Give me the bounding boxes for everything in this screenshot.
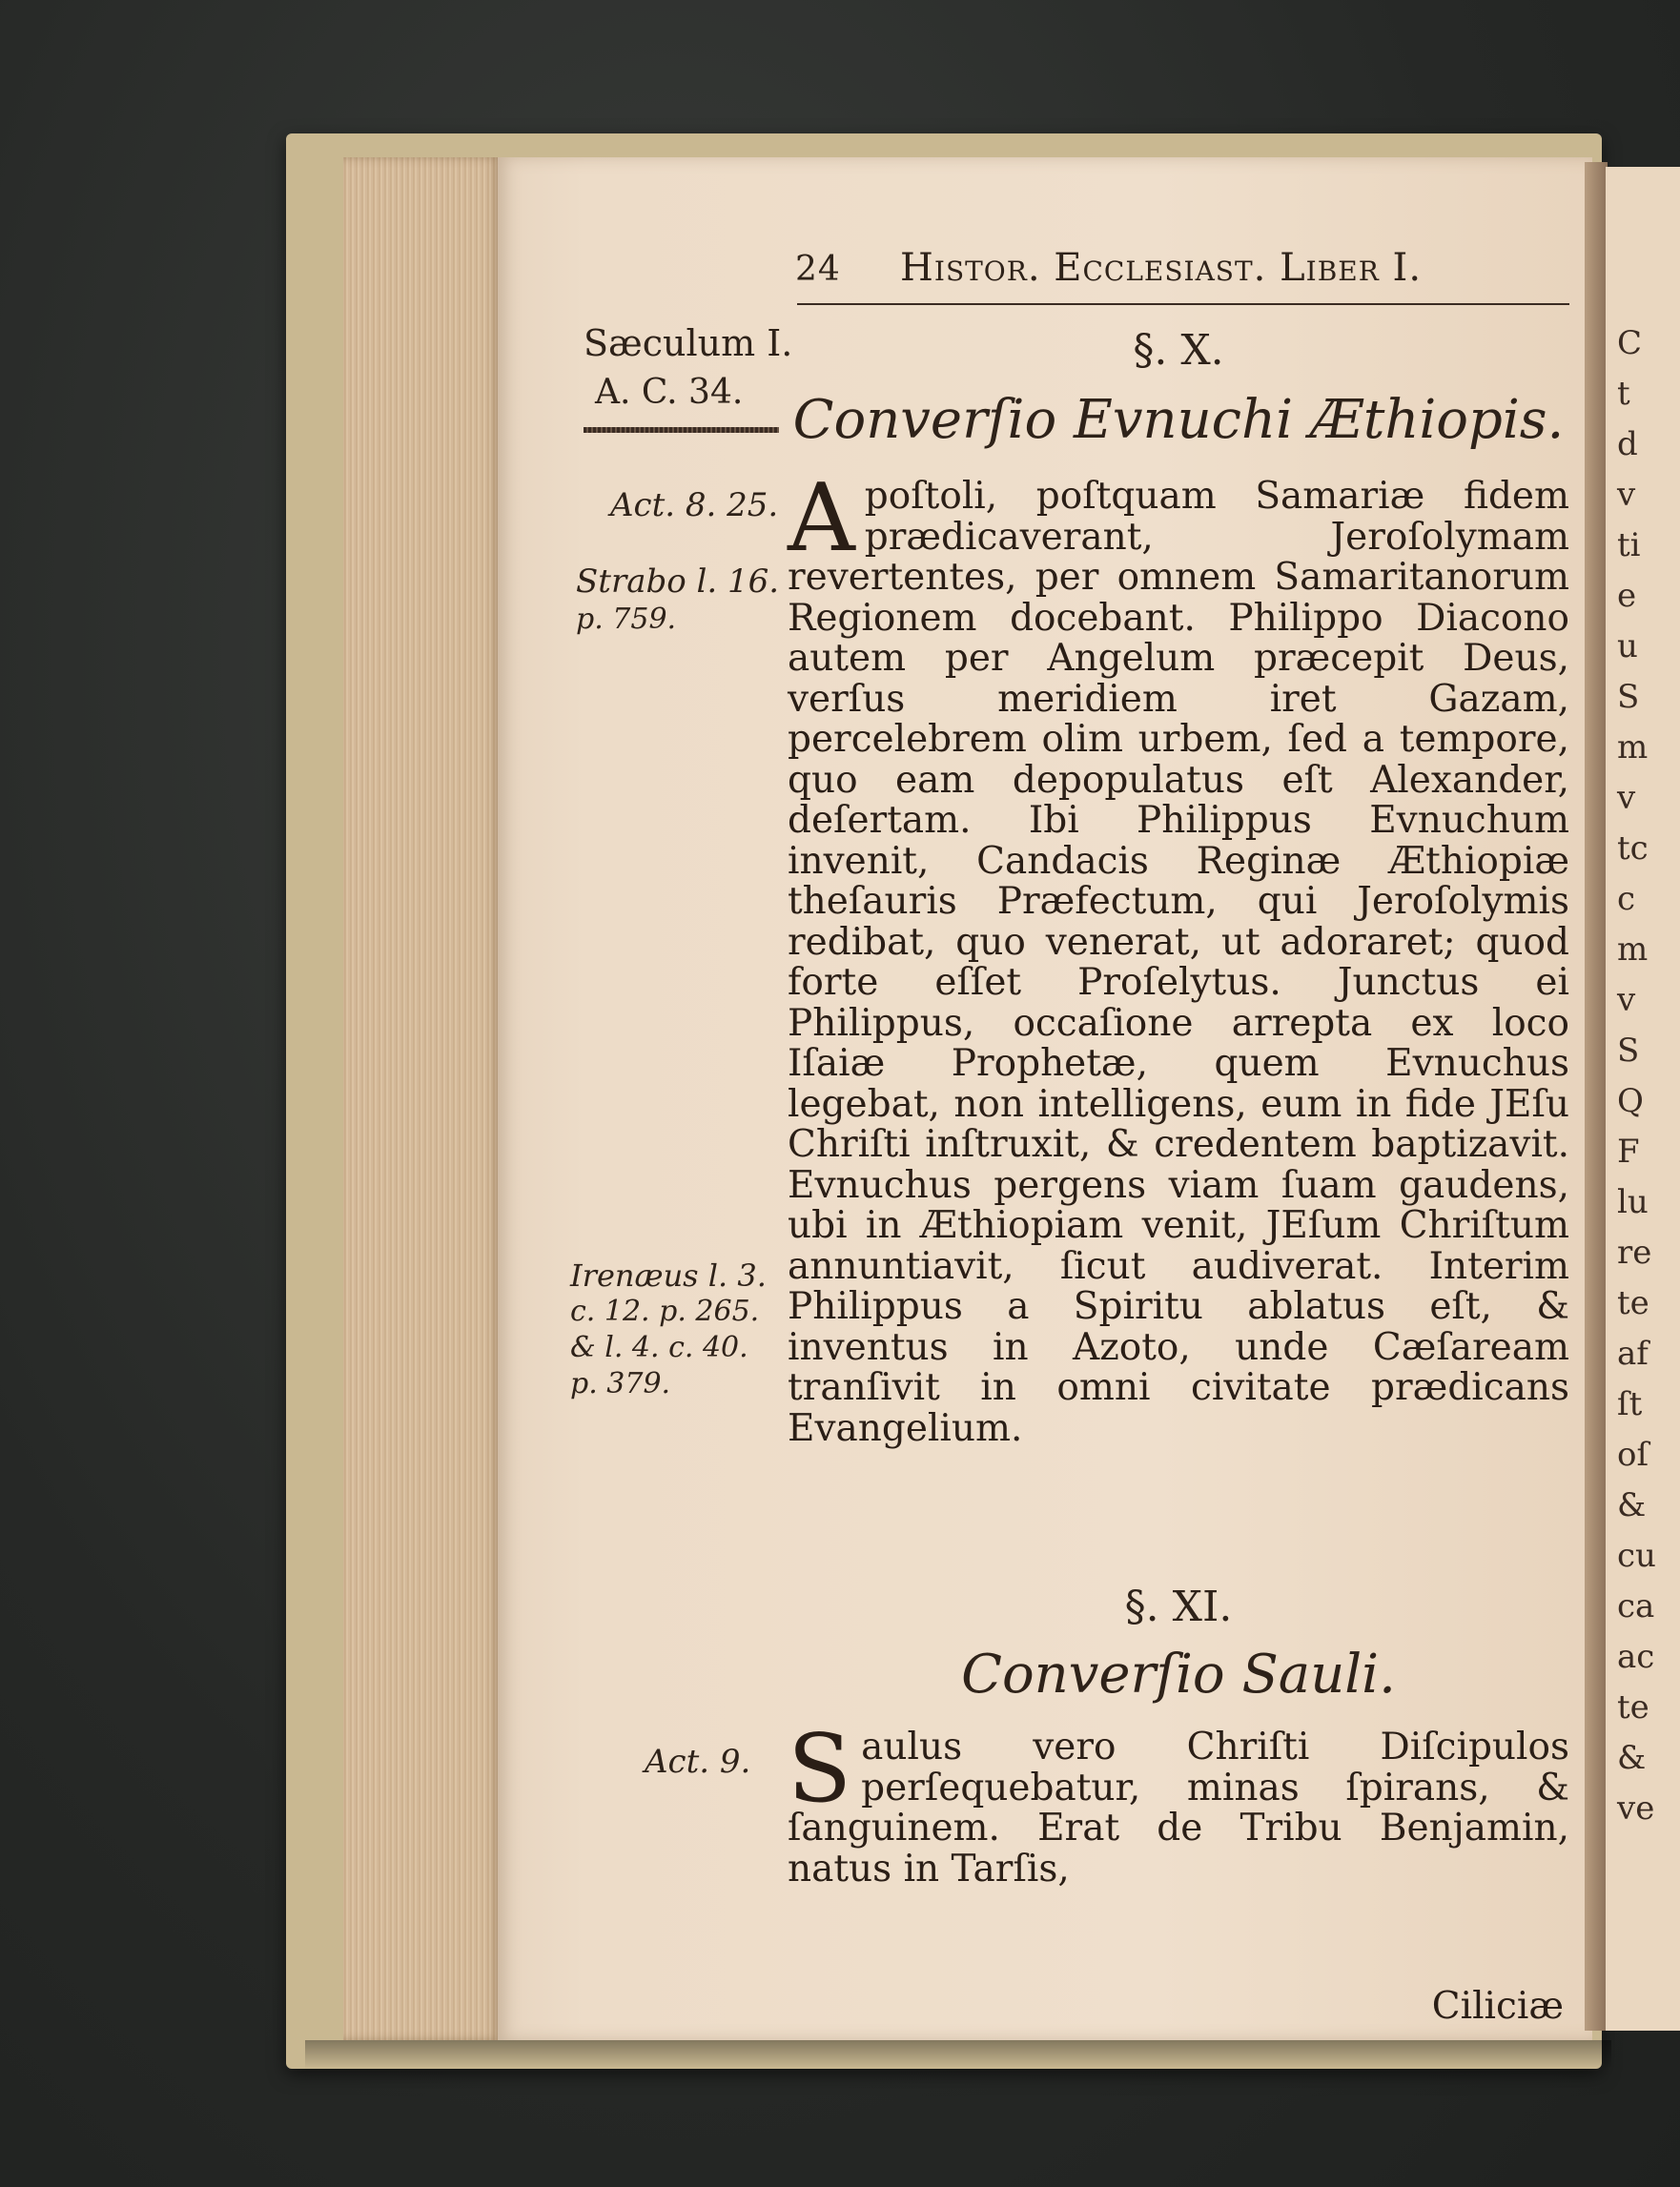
facing-page-fragment: te xyxy=(1617,1284,1649,1322)
facing-page-fragment: lu xyxy=(1617,1183,1649,1221)
margin-note-act8: Act. 8. 25. xyxy=(610,486,779,524)
facing-page-fragment: S xyxy=(1617,678,1640,716)
facing-page-fragment: tc xyxy=(1617,829,1649,868)
facing-page-fragment: ti xyxy=(1617,526,1641,564)
facing-page-fragment: m xyxy=(1617,930,1649,969)
margin-rule xyxy=(584,427,779,433)
margin-note-strabo-page: p. 759. xyxy=(576,603,677,636)
facing-page-fragment: oſ xyxy=(1617,1436,1649,1474)
facing-page-fragment: & xyxy=(1617,1486,1647,1524)
paragraph-xi xyxy=(788,1715,1569,1891)
facing-page-fragment: u xyxy=(1617,627,1638,665)
running-title: Histor. Ecclesiast. Liber I. xyxy=(900,246,1423,290)
dropcap-xi: S xyxy=(788,1715,852,1824)
running-head xyxy=(788,246,1569,294)
page-number: 24 xyxy=(795,250,841,289)
facing-page-fragment: S xyxy=(1617,1032,1640,1070)
facing-page-fragment: ſt xyxy=(1617,1385,1643,1423)
margin-note-irenaeus-4: p. 379. xyxy=(570,1367,671,1400)
facing-page-fragment: v xyxy=(1617,779,1636,817)
facing-page-fragment: F xyxy=(1617,1133,1640,1171)
facing-page-fragment: Q xyxy=(1617,1082,1644,1120)
facing-page-fragment: ac xyxy=(1617,1638,1655,1676)
paragraph-xi-text: aulus vero Chriſti Diſcipulos perſequebatur, minas ſpirans, & ſanguinem. Erat de Tribu Benjamin, natus in Tarſis, xyxy=(788,1726,1569,1891)
section-body-x xyxy=(788,464,1569,1450)
facing-page-fragment: re xyxy=(1617,1234,1652,1272)
margin-note-strabo: Strabo l. 16. xyxy=(576,562,780,601)
margin-note-irenaeus-2: c. 12. p. 265. xyxy=(570,1295,760,1328)
section-mark-xi: §. XI. xyxy=(1124,1583,1233,1631)
margin-note-irenaeus-3: & l. 4. c. 40. xyxy=(570,1331,748,1364)
facing-page-fragment: ve xyxy=(1617,1789,1655,1828)
margin-saeculum: Sæculum I. xyxy=(584,322,793,364)
catchword: Ciliciæ xyxy=(1431,1985,1564,2028)
facing-page-sliver xyxy=(1606,167,1680,2031)
gutter-shadow xyxy=(1585,162,1608,2031)
facing-page-fragment: cu xyxy=(1617,1537,1656,1575)
section-heading-x: Converſio Evnuchi Æthiopis. xyxy=(792,389,1565,451)
facing-page-fragment: ca xyxy=(1617,1587,1655,1625)
facing-page-fragment: te xyxy=(1617,1688,1649,1727)
margin-anno: A. C. 34. xyxy=(595,373,744,412)
facing-page-fragment: d xyxy=(1617,425,1638,463)
paragraph-x xyxy=(788,464,1569,1450)
dropcap-x: A xyxy=(788,464,855,573)
margin-note-act9: Act. 9. xyxy=(645,1743,751,1781)
paragraph-x-text: poſtoli, poſtquam Samariæ fidem prædicaverant, Jeroſolymam revertentes, per omnem Samaritanorum Regionem docebant. Philippo Diacono autem per Angelum præcepit Deus, verſus meridiem iret Gazam, percelebrem olim urbem, ſed a tempore, quo eam depopulatus eſt Alexander, deſertam. Ibi Philippus Evnuchum invenit, Candacis Reginæ Æthiopiæ theſauris Præfectum, qui Jeroſolymis redibat, quo venerat, ut adoraret; quod forte eſſet Proſelytus. Junctus ei Philippus, occaſione arrepta ex loco Iſaiæ Prophetæ, quem Evnuchus legebat, non intelligens, eum in fide JEſu Chriſti inſtruxit, & credentem baptizavit. Evnuchus pergens viam ſuam gaudens, ubi in Æthiopiam venit, JEſum Chriſtum annuntiavit, ſicut audiverat. Interim Philippus a Spiritu ablatus eſt, & inventus in Azoto, unde Cæſaream tranſivit in omni civitate prædicans Evangelium. xyxy=(788,475,1569,1450)
facing-page-fragment: C xyxy=(1617,324,1643,362)
facing-page-fragment: m xyxy=(1617,728,1649,766)
section-heading-xi: Converſio Sauli. xyxy=(961,1644,1396,1706)
facing-page-fragment: t xyxy=(1617,375,1630,413)
facing-page-fragment: af xyxy=(1617,1335,1649,1373)
facing-page-fragment: & xyxy=(1617,1739,1647,1777)
section-body-xi xyxy=(788,1715,1569,1891)
section-mark-x: §. X. xyxy=(1133,326,1224,375)
facing-page-fragment: e xyxy=(1617,577,1637,615)
facing-page-fragment: v xyxy=(1617,476,1636,514)
bottom-shadow xyxy=(305,2040,1611,2069)
facing-page-fragment: v xyxy=(1617,981,1636,1019)
margin-note-irenaeus-1: Irenæus l. 3. xyxy=(570,1257,767,1294)
page-edges xyxy=(343,157,501,2040)
header-rule xyxy=(797,303,1569,305)
facing-page-fragment: c xyxy=(1617,880,1636,918)
